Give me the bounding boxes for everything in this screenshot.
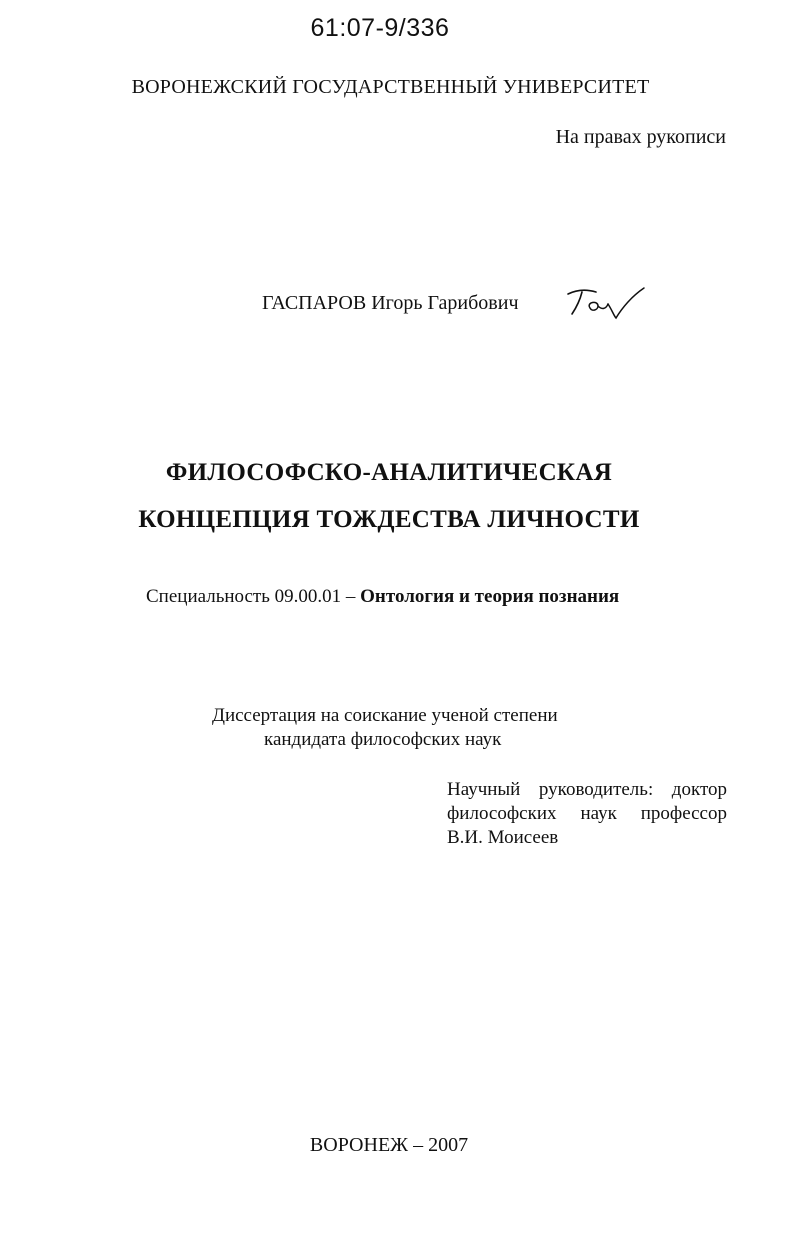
advisor-line-2: философских наук профессор (447, 803, 727, 824)
degree-line-1: Диссертация на соискание ученой степени (212, 705, 558, 726)
city-year: ВОРОНЕЖ – 2007 (309, 1134, 469, 1156)
advisor-line-1: Научный руководитель: доктор (447, 779, 727, 800)
catalog-code: 61:07-9/336 (310, 14, 450, 42)
degree-line-2: кандидата философских наук (264, 729, 502, 750)
specialty (146, 586, 619, 608)
dissertation-title-line-2: КОНЦЕПЦИЯ ТОЖДЕСТВА ЛИЧНОСТИ (138, 506, 640, 533)
specialty-name: Онтология и теория познания (360, 586, 620, 607)
university-name: ВОРОНЕЖСКИЙ ГОСУДАРСТВЕННЫЙ УНИВЕРСИТЕТ (131, 76, 650, 98)
scientific-advisor (447, 778, 727, 850)
author-name: ГАСПАРОВ Игорь Гарибович (262, 292, 519, 314)
dissertation-title-line-1: ФИЛОСОФСКО-АНАЛИТИЧЕСКАЯ (165, 459, 613, 486)
advisor-name: В.И. Моисеев (447, 827, 559, 848)
rights-notice: На правах рукописи (555, 126, 726, 148)
specialty-code: Специальность 09.00.01 – (146, 586, 356, 607)
author-signature (560, 282, 650, 322)
